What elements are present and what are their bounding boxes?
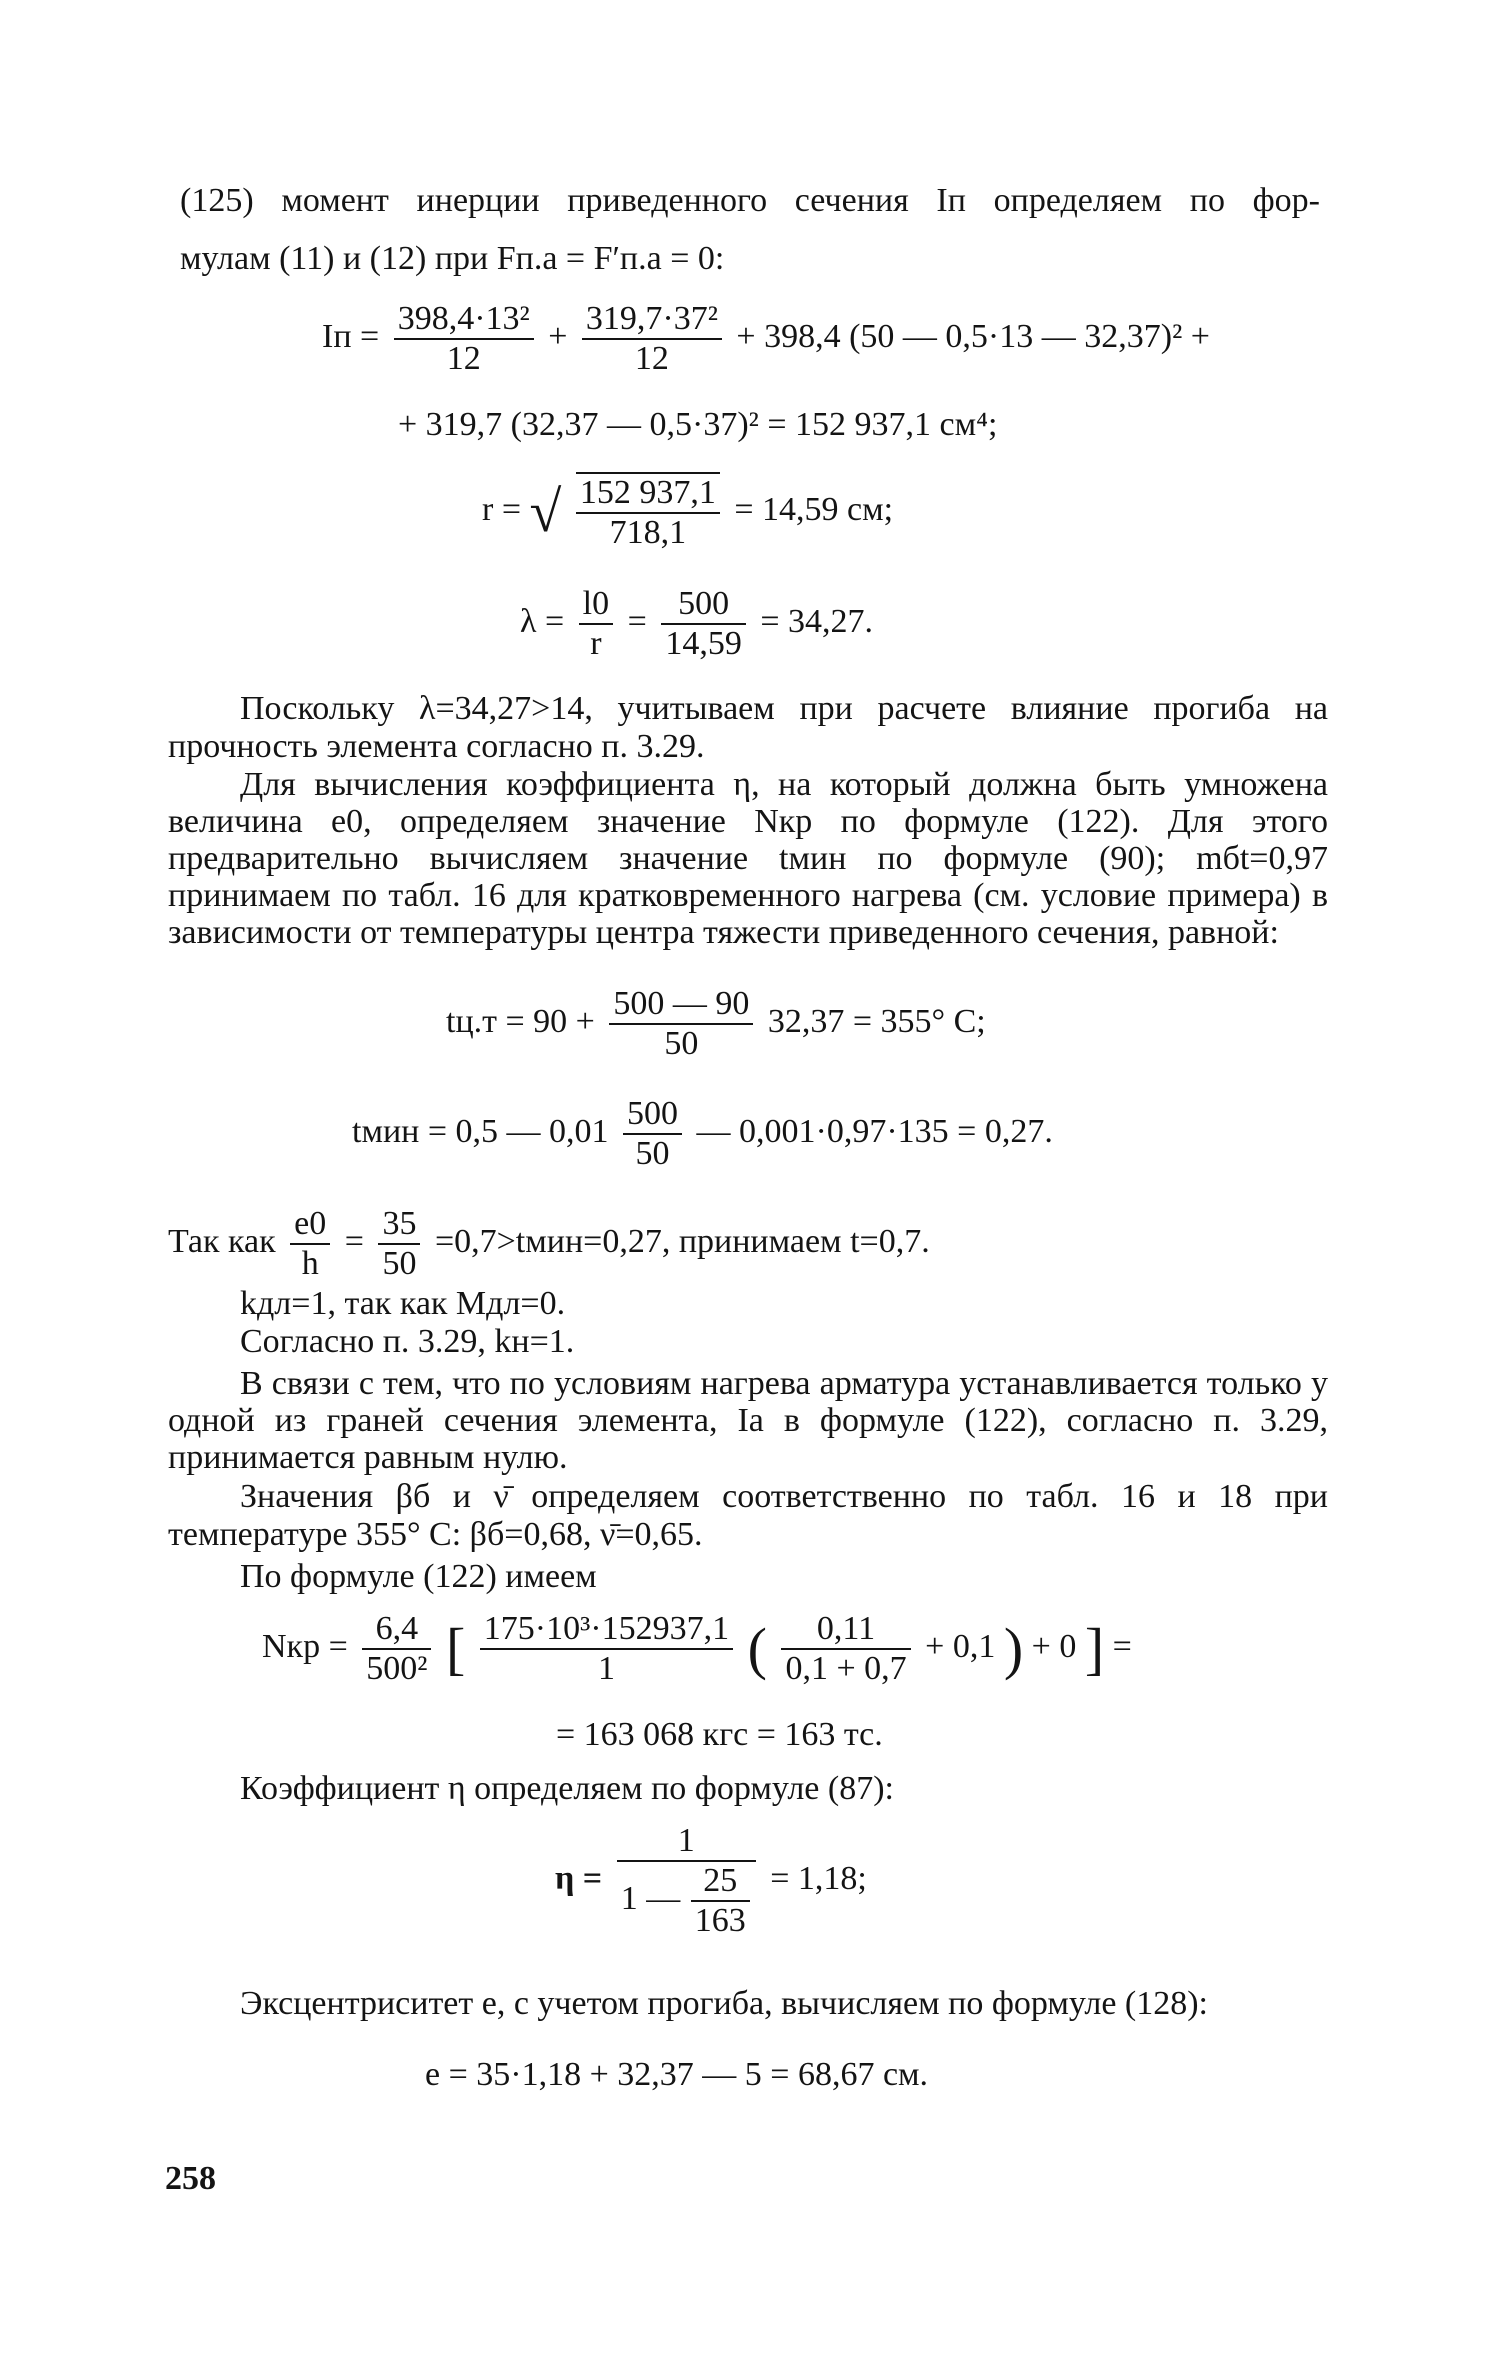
equals-sign: = [1112, 1627, 1132, 1665]
equation-eta-rhs: = 1,18; [770, 1859, 867, 1897]
fraction-numerator: 25 [691, 1862, 750, 1902]
equation-critical-force-result: = 163 068 кгс = 163 тс. [556, 1716, 883, 1753]
equation-critical-force-lhs: Nкр = [262, 1627, 348, 1665]
fraction-numerator: 500 [623, 1095, 682, 1135]
fraction-denominator: 1 [597, 1650, 615, 1687]
fraction [661, 585, 746, 663]
term-plus-zero: + 0 [1031, 1627, 1077, 1665]
fraction-denominator: 0,1 + 0,7 [785, 1650, 907, 1687]
fraction-denominator: 718,1 [609, 514, 687, 551]
paragraph-eccentricity: Эксцентриситет e, с учетом прогиба, вычисляем по формуле (128): [240, 1985, 1209, 2022]
fraction-numerator: 35 [378, 1205, 420, 1245]
equals-sign: = [627, 602, 647, 640]
denominator-prefix: 1 — [620, 1879, 681, 1917]
fraction [617, 1822, 756, 1940]
fraction-denominator: 163 [694, 1902, 746, 1939]
plus-sign: + [548, 317, 568, 355]
fraction [576, 472, 720, 552]
equation-center-temp-lhs: tц.т = 90 + [446, 1002, 595, 1040]
paragraph-beta-nu: Значения βб и ν̄ определяем соответственно по табл. 16 и 18 при температуре 355° C: βб=0,68, ν̄=0,65. [168, 1478, 1328, 1553]
fraction-numerator: l0 [579, 585, 613, 625]
fraction-numerator: 500 — 90 [609, 985, 753, 1025]
text-suffix: =0,7>tмин=0,27, принимаем t=0,7. [434, 1222, 930, 1260]
left-paren: ( [747, 1616, 767, 1681]
fraction-numerator: e0 [290, 1205, 330, 1245]
equation-tmin-lhs: tмин = 0,5 — 0,01 [352, 1112, 609, 1150]
paragraph-coefficient: Для вычисления коэффициента η, на который должна быть умножена величина e0, определяем значение Nкр по формуле (122). Для этого предварительно вычисляем значение tмин по формуле (90); mбt=0,97 принимаем по табл. 16 для кратковременного нагрева (см. условие примера) в зависимости от температуры центра тяжести приведенного сечения, равной: [168, 766, 1328, 951]
fraction-numerator: 500 [661, 585, 746, 625]
equation-slenderness-lhs: λ = [520, 602, 565, 640]
paragraph-kdl: kдл=1, так как Mдл=0. [240, 1285, 566, 1322]
fraction [362, 1610, 431, 1688]
equation-radius-rhs: = 14,59 см; [734, 490, 894, 528]
paragraph-intro-line1: (125) момент инерции приведенного сечения Iп определяем по фор- [180, 182, 1320, 219]
equation-radius [482, 472, 893, 552]
fraction [609, 985, 753, 1063]
paragraph-formula-87: Коэффициент η определяем по формуле (87): [240, 1770, 894, 1807]
equation-tmin-rhs: — 0,001·0,97·135 = 0,27. [696, 1112, 1053, 1150]
fraction [691, 1862, 750, 1940]
equation-center-temp [446, 985, 986, 1063]
equation-inertia-lhs: Iп = [322, 317, 380, 355]
fraction [781, 1610, 910, 1688]
fraction [394, 300, 534, 378]
fraction [623, 1095, 682, 1173]
fraction [480, 1610, 733, 1688]
fraction [378, 1205, 420, 1283]
term-plus: + 0,1 [925, 1627, 996, 1665]
fraction-numerator: 0,11 [781, 1610, 910, 1650]
text-prefix: Так как [168, 1222, 276, 1260]
right-paren: ) [1003, 1616, 1024, 1681]
fraction-numerator: 398,4·13² [394, 300, 534, 340]
fraction-numerator: 319,7·37² [582, 300, 722, 340]
equation-eta-lhs: η = [555, 1859, 603, 1897]
equation-slenderness [520, 585, 873, 663]
page-number: 258 [165, 2160, 216, 2197]
fraction-denominator: 12 [634, 340, 669, 377]
equation-inertia-tail: + 398,4 (50 — 0,5·13 — 32,37)² + [736, 317, 1210, 355]
sqrt-sign: √ [529, 479, 562, 544]
fraction-denominator: 14,59 [665, 625, 742, 662]
fraction-denominator: 50 [382, 1245, 417, 1282]
left-bracket: [ [445, 1616, 466, 1681]
equation-inertia [322, 300, 1210, 378]
fraction-denominator: 500² [366, 1650, 428, 1687]
fraction-denominator: 50 [664, 1025, 699, 1062]
equals-sign: = [344, 1222, 364, 1260]
equation-tmin [352, 1095, 1053, 1173]
equation-eta [555, 1822, 867, 1940]
fraction-numerator: 1 [617, 1822, 756, 1862]
fraction-numerator: 6,4 [362, 1610, 431, 1650]
fraction [582, 300, 722, 378]
fraction-denominator: 12 [446, 340, 481, 377]
paragraph-reinforcement: В связи с тем, что по условиям нагрева арматура устанавливается только у одной из граней сечения элемента, Ia в формуле (122), согласно п. 3.29, принимается равным нулю. [168, 1365, 1328, 1476]
fraction [290, 1205, 330, 1283]
paragraph-deflection: Поскольку λ=34,27>14, учитываем при расчете влияние прогиба на прочность элемента согласно п. 3.29. [168, 690, 1328, 765]
equation-eccentricity: e = 35·1,18 + 32,37 — 5 = 68,67 см. [425, 2056, 929, 2093]
fraction-denominator [617, 1862, 756, 1940]
paragraph-eccentricity-ratio [168, 1205, 930, 1283]
paragraph-formula-122: По формуле (122) имеем [240, 1558, 597, 1595]
equation-center-temp-rhs: 32,37 = 355° C; [767, 1002, 986, 1040]
paragraph-intro-line2: мулам (11) и (12) при Fп.а = F′п.а = 0: [180, 240, 725, 277]
fraction-denominator: r [590, 625, 602, 662]
equation-radius-lhs: r = [482, 490, 521, 528]
equation-slenderness-rhs: = 34,27. [760, 602, 873, 640]
fraction-numerator: 152 937,1 [576, 474, 720, 514]
equation-critical-force [262, 1610, 1132, 1688]
fraction [579, 585, 613, 663]
fraction-denominator: h [301, 1245, 319, 1282]
fraction-denominator: 50 [635, 1135, 670, 1172]
right-bracket: ] [1084, 1616, 1105, 1681]
equation-inertia-line2: + 319,7 (32,37 — 0,5·37)² = 152 937,1 см⁴; [398, 406, 998, 443]
paragraph-kn: Согласно п. 3.29, kн=1. [240, 1323, 575, 1360]
fraction-numerator: 175·10³·152937,1 [480, 1610, 733, 1650]
